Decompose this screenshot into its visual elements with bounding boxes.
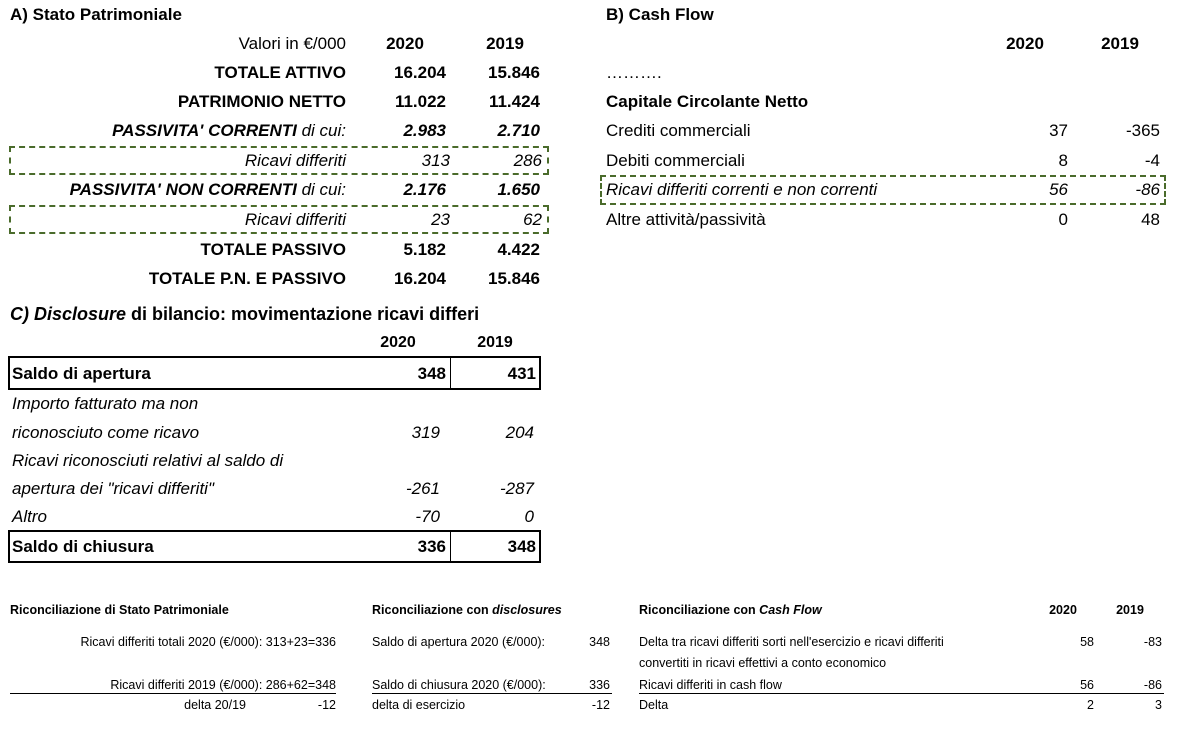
rec-sp-divider: [10, 693, 336, 694]
section-b-title: B) Cash Flow: [606, 5, 714, 24]
b-label: Altre attività/passività: [606, 210, 766, 229]
rec-cf-divider: [639, 693, 1164, 694]
c-value-2020: 336: [417, 537, 446, 556]
a-value-2019: 11.424: [488, 92, 540, 111]
c-label-line2: apertura dei "ricavi differiti": [12, 479, 214, 498]
rec-disc-line1-value: 348: [589, 635, 610, 649]
b-ellipsis: ……….: [606, 63, 662, 82]
a-value-2020: 2.176: [403, 180, 446, 199]
b-year-2020: 2020: [1006, 34, 1044, 53]
a-value-2019: 15.846: [488, 269, 540, 288]
closing-balance-divider: [450, 531, 451, 562]
a-value-2020: 313: [421, 151, 450, 170]
rec-cf-row1-v2020: 58: [1080, 635, 1094, 649]
a-value-2020: 2.983: [403, 121, 446, 140]
b-label: Crediti commerciali: [606, 121, 751, 140]
a-label-suffix: di cui:: [296, 180, 346, 199]
section-c-title-italic: C) Disclosure: [10, 304, 127, 324]
c-label: Altro: [12, 507, 47, 526]
rec-cf-delta-v2019: 3: [1155, 698, 1162, 712]
rec-disc-line2-value: 336: [589, 678, 610, 692]
a-label: [60, 121, 346, 141]
c-year-2019: 2019: [477, 334, 513, 351]
a-value-2019: 1.650: [497, 180, 540, 199]
b-value-2019: -365: [1125, 121, 1160, 140]
c-label-line2: riconosciuto come ricavo: [12, 423, 200, 442]
a-value-2019: 286: [513, 151, 542, 170]
rec-cf-year-2019: 2019: [1116, 603, 1144, 617]
rec-sp-line2: Ricavi differiti 2019 (€/000): 286+62=348: [110, 678, 336, 692]
c-value-2020: -261: [405, 479, 440, 498]
a-value-2020: 11.022: [394, 92, 446, 111]
rec-disc-line1-label: Saldo di apertura 2020 (€/000):: [372, 635, 546, 649]
a-label: TOTALE PASSIVO: [200, 240, 346, 259]
opening-balance-divider: [450, 357, 451, 389]
rec-sp-delta-label: delta 20/19: [184, 698, 246, 712]
b-value-2019: 48: [1141, 210, 1160, 229]
b-value-2020: 0: [1058, 210, 1068, 229]
rec-disc-title: [372, 602, 562, 618]
rec-cf-row1-line2: convertiti in ricavi effettivi a conto economico: [639, 656, 887, 670]
c-value-2019: 348: [507, 537, 536, 556]
c-label: Saldo di chiusura: [12, 537, 154, 556]
rec-cf-delta-v2020: 2: [1087, 698, 1094, 712]
b-value-2019: -4: [1144, 151, 1160, 170]
a-label-suffix: di cui:: [296, 121, 346, 140]
a-value-2020: 5.182: [403, 240, 446, 259]
rec-disc-delta-label: delta di esercizio: [372, 698, 466, 712]
rec-cf-row2-v2019: -86: [1143, 678, 1162, 692]
rec-cf-row1-line1: Delta tra ricavi differiti sorti nell'esercizio e ricavi differiti: [639, 635, 944, 649]
a-label: [30, 180, 346, 200]
c-value-2019: 431: [507, 364, 536, 383]
a-value-2020: 16.204: [394, 63, 446, 82]
a-value-2020: 23: [431, 210, 450, 229]
c-value-2020: 348: [417, 364, 446, 383]
rec-disc-divider: [372, 693, 612, 694]
a-year-2019: 2019: [486, 34, 524, 53]
section-a-title: A) Stato Patrimoniale: [10, 5, 182, 24]
c-label-line1: Ricavi riconosciuti relativi al saldo di: [12, 451, 284, 470]
c-value-2020: 319: [411, 423, 440, 442]
a-value-2019: 4.422: [497, 240, 540, 259]
section-c-title-rest: di bilancio: movimentazione ricavi differi: [126, 304, 480, 324]
a-value-2020: 16.204: [394, 269, 446, 288]
b-value-2020: 56: [1049, 180, 1068, 199]
c-year-2020: 2020: [380, 334, 416, 351]
a-label: Ricavi differiti: [244, 210, 346, 229]
b-section-ccn: Capitale Circolante Netto: [606, 92, 809, 111]
section-c-title: [10, 304, 479, 324]
b-value-2020: 8: [1058, 151, 1068, 170]
rec-cf-row1-v2019: -83: [1143, 635, 1162, 649]
a-label: Ricavi differiti: [244, 151, 346, 170]
a-label: TOTALE ATTIVO: [214, 63, 346, 82]
b-label: Debiti commerciali: [606, 151, 745, 170]
rec-cf-year-2020: 2020: [1049, 603, 1077, 617]
a-label-main: PASSIVITA' CORRENTI: [112, 121, 297, 140]
rec-sp-delta-value: -12: [317, 698, 336, 712]
rec-disc-title-prefix: Riconciliazione con: [372, 603, 493, 617]
c-value-2019: 204: [505, 423, 534, 442]
unit-label: Valori in €/000: [238, 34, 346, 53]
rec-sp-title: Riconciliazione di Stato Patrimoniale: [10, 603, 229, 617]
c-label: Saldo di apertura: [12, 364, 151, 383]
rec-cf-title-italic: Cash Flow: [759, 603, 822, 617]
b-year-2019: 2019: [1101, 34, 1139, 53]
b-value-2020: 37: [1049, 121, 1068, 140]
a-label-main: PASSIVITA' NON CORRENTI: [69, 180, 297, 199]
rec-sp-line1: Ricavi differiti totali 2020 (€/000): 313+23=336: [80, 635, 336, 649]
a-value-2019: 2.710: [497, 121, 540, 140]
a-value-2019: 62: [523, 210, 542, 229]
a-label: PATRIMONIO NETTO: [177, 92, 346, 111]
a-label: TOTALE P.N. E PASSIVO: [148, 269, 346, 288]
c-value-2019: -287: [499, 479, 534, 498]
rec-disc-line2-label: Saldo di chiusura 2020 (€/000):: [372, 678, 546, 692]
rec-cf-title-prefix: Riconciliazione con: [639, 603, 760, 617]
b-label: Ricavi differiti correnti e non correnti: [606, 180, 878, 199]
rec-cf-row2-v2020: 56: [1080, 678, 1094, 692]
rec-disc-title-italic: disclosures: [492, 603, 562, 617]
c-value-2019: 0: [524, 507, 534, 526]
rec-disc-delta-value: -12: [591, 698, 610, 712]
c-label-line1: Importo fatturato ma non: [12, 394, 199, 413]
rec-cf-row2-label: Ricavi differiti in cash flow: [639, 678, 782, 692]
c-value-2020: -70: [415, 507, 440, 526]
b-value-2019: -86: [1135, 180, 1160, 199]
a-value-2019: 15.846: [488, 63, 540, 82]
rec-cf-delta-label: Delta: [639, 698, 669, 712]
a-year-2020: 2020: [386, 34, 424, 53]
rec-cf-title: [639, 602, 822, 618]
